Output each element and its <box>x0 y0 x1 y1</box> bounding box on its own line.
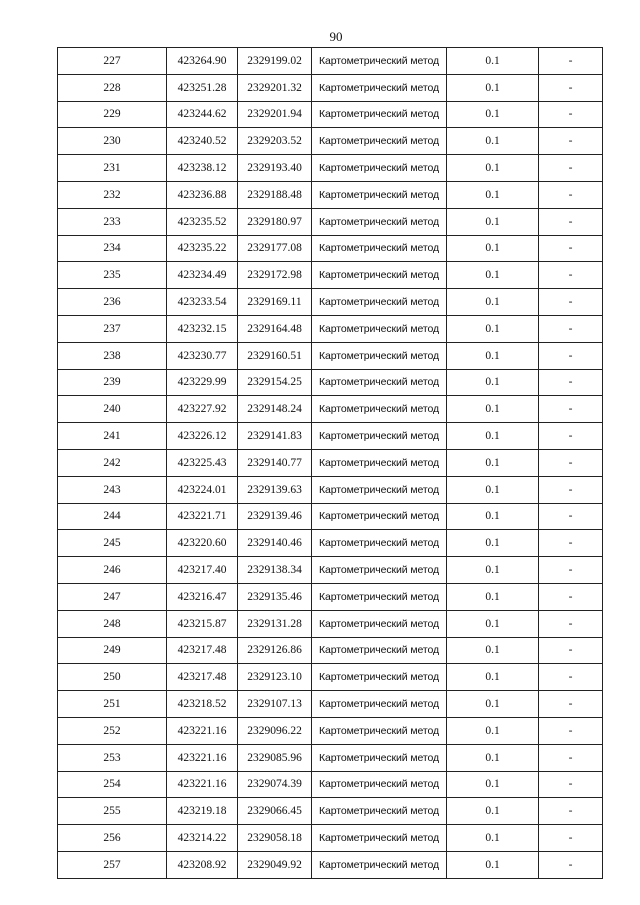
table-row <box>58 423 603 450</box>
note-cell: - <box>539 155 603 182</box>
y-coordinate-cell: 2329049.92 <box>238 851 312 878</box>
note-cell: - <box>539 101 603 128</box>
x-coordinate-cell: 423216.47 <box>167 583 238 610</box>
y-coordinate-cell: 2329135.46 <box>238 583 312 610</box>
method-cell: Картометрический метод <box>312 235 447 262</box>
method-cell: Картометрический метод <box>312 74 447 101</box>
point-number-cell: 251 <box>58 691 167 718</box>
x-coordinate-cell: 423264.90 <box>167 48 238 75</box>
table-row <box>58 342 603 369</box>
accuracy-cell: 0.1 <box>447 315 539 342</box>
y-coordinate-cell: 2329160.51 <box>238 342 312 369</box>
method-cell: Картометрический метод <box>312 423 447 450</box>
y-coordinate-cell: 2329201.32 <box>238 74 312 101</box>
y-coordinate-cell: 2329140.77 <box>238 449 312 476</box>
coordinates-table <box>57 47 603 879</box>
y-coordinate-cell: 2329074.39 <box>238 771 312 798</box>
x-coordinate-cell: 423221.16 <box>167 771 238 798</box>
accuracy-cell: 0.1 <box>447 691 539 718</box>
y-coordinate-cell: 2329096.22 <box>238 717 312 744</box>
x-coordinate-cell: 423236.88 <box>167 181 238 208</box>
table-row <box>58 476 603 503</box>
method-cell: Картометрический метод <box>312 289 447 316</box>
x-coordinate-cell: 423226.12 <box>167 423 238 450</box>
accuracy-cell: 0.1 <box>447 423 539 450</box>
x-coordinate-cell: 423235.22 <box>167 235 238 262</box>
point-number-cell: 249 <box>58 637 167 664</box>
accuracy-cell: 0.1 <box>447 503 539 530</box>
x-coordinate-cell: 423234.49 <box>167 262 238 289</box>
accuracy-cell: 0.1 <box>447 208 539 235</box>
point-number-cell: 232 <box>58 181 167 208</box>
y-coordinate-cell: 2329169.11 <box>238 289 312 316</box>
point-number-cell: 250 <box>58 664 167 691</box>
accuracy-cell: 0.1 <box>447 717 539 744</box>
note-cell: - <box>539 74 603 101</box>
method-cell: Картометрический метод <box>312 503 447 530</box>
x-coordinate-cell: 423217.40 <box>167 557 238 584</box>
y-coordinate-cell: 2329188.48 <box>238 181 312 208</box>
y-coordinate-cell: 2329199.02 <box>238 48 312 75</box>
y-coordinate-cell: 2329140.46 <box>238 530 312 557</box>
point-number-cell: 234 <box>58 235 167 262</box>
y-coordinate-cell: 2329139.63 <box>238 476 312 503</box>
x-coordinate-cell: 423224.01 <box>167 476 238 503</box>
note-cell: - <box>539 798 603 825</box>
point-number-cell: 245 <box>58 530 167 557</box>
x-coordinate-cell: 423217.48 <box>167 637 238 664</box>
note-cell: - <box>539 423 603 450</box>
point-number-cell: 227 <box>58 48 167 75</box>
note-cell: - <box>539 771 603 798</box>
table-row <box>58 825 603 852</box>
accuracy-cell: 0.1 <box>447 369 539 396</box>
y-coordinate-cell: 2329193.40 <box>238 155 312 182</box>
accuracy-cell: 0.1 <box>447 155 539 182</box>
point-number-cell: 257 <box>58 851 167 878</box>
x-coordinate-cell: 423218.52 <box>167 691 238 718</box>
note-cell: - <box>539 289 603 316</box>
x-coordinate-cell: 423238.12 <box>167 155 238 182</box>
accuracy-cell: 0.1 <box>447 48 539 75</box>
table-row <box>58 503 603 530</box>
note-cell: - <box>539 530 603 557</box>
y-coordinate-cell: 2329172.98 <box>238 262 312 289</box>
table-row <box>58 101 603 128</box>
point-number-cell: 230 <box>58 128 167 155</box>
method-cell: Картометрический метод <box>312 557 447 584</box>
point-number-cell: 241 <box>58 423 167 450</box>
table-row <box>58 181 603 208</box>
note-cell: - <box>539 851 603 878</box>
accuracy-cell: 0.1 <box>447 181 539 208</box>
accuracy-cell: 0.1 <box>447 449 539 476</box>
x-coordinate-cell: 423219.18 <box>167 798 238 825</box>
method-cell: Картометрический метод <box>312 476 447 503</box>
point-number-cell: 240 <box>58 396 167 423</box>
accuracy-cell: 0.1 <box>447 825 539 852</box>
note-cell: - <box>539 449 603 476</box>
note-cell: - <box>539 369 603 396</box>
point-number-cell: 253 <box>58 744 167 771</box>
y-coordinate-cell: 2329085.96 <box>238 744 312 771</box>
method-cell: Картометрический метод <box>312 583 447 610</box>
method-cell: Картометрический метод <box>312 637 447 664</box>
y-coordinate-cell: 2329203.52 <box>238 128 312 155</box>
x-coordinate-cell: 423208.92 <box>167 851 238 878</box>
table-row <box>58 315 603 342</box>
accuracy-cell: 0.1 <box>447 610 539 637</box>
method-cell: Картометрический метод <box>312 48 447 75</box>
y-coordinate-cell: 2329148.24 <box>238 396 312 423</box>
y-coordinate-cell: 2329123.10 <box>238 664 312 691</box>
method-cell: Картометрический метод <box>312 717 447 744</box>
accuracy-cell: 0.1 <box>447 664 539 691</box>
method-cell: Картометрический метод <box>312 798 447 825</box>
table-row <box>58 208 603 235</box>
accuracy-cell: 0.1 <box>447 101 539 128</box>
point-number-cell: 248 <box>58 610 167 637</box>
note-cell: - <box>539 744 603 771</box>
x-coordinate-cell: 423251.28 <box>167 74 238 101</box>
point-number-cell: 233 <box>58 208 167 235</box>
point-number-cell: 243 <box>58 476 167 503</box>
note-cell: - <box>539 583 603 610</box>
note-cell: - <box>539 557 603 584</box>
method-cell: Картометрический метод <box>312 610 447 637</box>
accuracy-cell: 0.1 <box>447 396 539 423</box>
x-coordinate-cell: 423229.99 <box>167 369 238 396</box>
y-coordinate-cell: 2329164.48 <box>238 315 312 342</box>
accuracy-cell: 0.1 <box>447 637 539 664</box>
table-row <box>58 396 603 423</box>
table-row <box>58 155 603 182</box>
table-row <box>58 235 603 262</box>
y-coordinate-cell: 2329138.34 <box>238 557 312 584</box>
table-row <box>58 610 603 637</box>
accuracy-cell: 0.1 <box>447 851 539 878</box>
y-coordinate-cell: 2329058.18 <box>238 825 312 852</box>
table-row <box>58 691 603 718</box>
y-coordinate-cell: 2329131.28 <box>238 610 312 637</box>
point-number-cell: 239 <box>58 369 167 396</box>
method-cell: Картометрический метод <box>312 181 447 208</box>
table-row <box>58 289 603 316</box>
x-coordinate-cell: 423233.54 <box>167 289 238 316</box>
method-cell: Картометрический метод <box>312 128 447 155</box>
note-cell: - <box>539 396 603 423</box>
x-coordinate-cell: 423240.52 <box>167 128 238 155</box>
table-row <box>58 262 603 289</box>
note-cell: - <box>539 717 603 744</box>
accuracy-cell: 0.1 <box>447 74 539 101</box>
note-cell: - <box>539 48 603 75</box>
accuracy-cell: 0.1 <box>447 262 539 289</box>
y-coordinate-cell: 2329201.94 <box>238 101 312 128</box>
method-cell: Картометрический метод <box>312 155 447 182</box>
accuracy-cell: 0.1 <box>447 235 539 262</box>
method-cell: Картометрический метод <box>312 208 447 235</box>
table-row <box>58 771 603 798</box>
y-coordinate-cell: 2329139.46 <box>238 503 312 530</box>
method-cell: Картометрический метод <box>312 530 447 557</box>
x-coordinate-cell: 423225.43 <box>167 449 238 476</box>
point-number-cell: 229 <box>58 101 167 128</box>
y-coordinate-cell: 2329141.83 <box>238 423 312 450</box>
note-cell: - <box>539 235 603 262</box>
note-cell: - <box>539 342 603 369</box>
y-coordinate-cell: 2329126.86 <box>238 637 312 664</box>
method-cell: Картометрический метод <box>312 342 447 369</box>
note-cell: - <box>539 262 603 289</box>
table-row <box>58 449 603 476</box>
table-row <box>58 74 603 101</box>
accuracy-cell: 0.1 <box>447 128 539 155</box>
method-cell: Картометрический метод <box>312 449 447 476</box>
note-cell: - <box>539 128 603 155</box>
method-cell: Картометрический метод <box>312 396 447 423</box>
table-row <box>58 664 603 691</box>
x-coordinate-cell: 423221.71 <box>167 503 238 530</box>
point-number-cell: 252 <box>58 717 167 744</box>
point-number-cell: 255 <box>58 798 167 825</box>
note-cell: - <box>539 825 603 852</box>
accuracy-cell: 0.1 <box>447 744 539 771</box>
table-row <box>58 369 603 396</box>
table-row <box>58 557 603 584</box>
point-number-cell: 231 <box>58 155 167 182</box>
y-coordinate-cell: 2329177.08 <box>238 235 312 262</box>
y-coordinate-cell: 2329180.97 <box>238 208 312 235</box>
y-coordinate-cell: 2329107.13 <box>238 691 312 718</box>
method-cell: Картометрический метод <box>312 771 447 798</box>
x-coordinate-cell: 423221.16 <box>167 717 238 744</box>
x-coordinate-cell: 423217.48 <box>167 664 238 691</box>
accuracy-cell: 0.1 <box>447 583 539 610</box>
accuracy-cell: 0.1 <box>447 342 539 369</box>
table-row <box>58 798 603 825</box>
accuracy-cell: 0.1 <box>447 798 539 825</box>
method-cell: Картометрический метод <box>312 851 447 878</box>
accuracy-cell: 0.1 <box>447 557 539 584</box>
method-cell: Картометрический метод <box>312 101 447 128</box>
table-row <box>58 530 603 557</box>
accuracy-cell: 0.1 <box>447 530 539 557</box>
method-cell: Картометрический метод <box>312 664 447 691</box>
point-number-cell: 242 <box>58 449 167 476</box>
point-number-cell: 238 <box>58 342 167 369</box>
x-coordinate-cell: 423235.52 <box>167 208 238 235</box>
x-coordinate-cell: 423214.22 <box>167 825 238 852</box>
note-cell: - <box>539 610 603 637</box>
point-number-cell: 246 <box>58 557 167 584</box>
accuracy-cell: 0.1 <box>447 476 539 503</box>
point-number-cell: 236 <box>58 289 167 316</box>
page-number: 90 <box>329 29 343 44</box>
note-cell: - <box>539 664 603 691</box>
table-row <box>58 637 603 664</box>
table-row <box>58 48 603 75</box>
note-cell: - <box>539 208 603 235</box>
x-coordinate-cell: 423215.87 <box>167 610 238 637</box>
note-cell: - <box>539 637 603 664</box>
coordinates-table-body <box>58 48 603 879</box>
point-number-cell: 254 <box>58 771 167 798</box>
table-row <box>58 583 603 610</box>
accuracy-cell: 0.1 <box>447 289 539 316</box>
note-cell: - <box>539 181 603 208</box>
table-row <box>58 744 603 771</box>
point-number-cell: 237 <box>58 315 167 342</box>
note-cell: - <box>539 315 603 342</box>
note-cell: - <box>539 476 603 503</box>
point-number-cell: 244 <box>58 503 167 530</box>
method-cell: Картометрический метод <box>312 262 447 289</box>
x-coordinate-cell: 423232.15 <box>167 315 238 342</box>
note-cell: - <box>539 691 603 718</box>
x-coordinate-cell: 423221.16 <box>167 744 238 771</box>
method-cell: Картометрический метод <box>312 315 447 342</box>
table-row <box>58 717 603 744</box>
x-coordinate-cell: 423244.62 <box>167 101 238 128</box>
method-cell: Картометрический метод <box>312 744 447 771</box>
point-number-cell: 247 <box>58 583 167 610</box>
point-number-cell: 256 <box>58 825 167 852</box>
method-cell: Картометрический метод <box>312 691 447 718</box>
table-row <box>58 128 603 155</box>
note-cell: - <box>539 503 603 530</box>
point-number-cell: 235 <box>58 262 167 289</box>
y-coordinate-cell: 2329154.25 <box>238 369 312 396</box>
table-row <box>58 851 603 878</box>
method-cell: Картометрический метод <box>312 825 447 852</box>
accuracy-cell: 0.1 <box>447 771 539 798</box>
x-coordinate-cell: 423220.60 <box>167 530 238 557</box>
method-cell: Картометрический метод <box>312 369 447 396</box>
y-coordinate-cell: 2329066.45 <box>238 798 312 825</box>
x-coordinate-cell: 423227.92 <box>167 396 238 423</box>
point-number-cell: 228 <box>58 74 167 101</box>
x-coordinate-cell: 423230.77 <box>167 342 238 369</box>
